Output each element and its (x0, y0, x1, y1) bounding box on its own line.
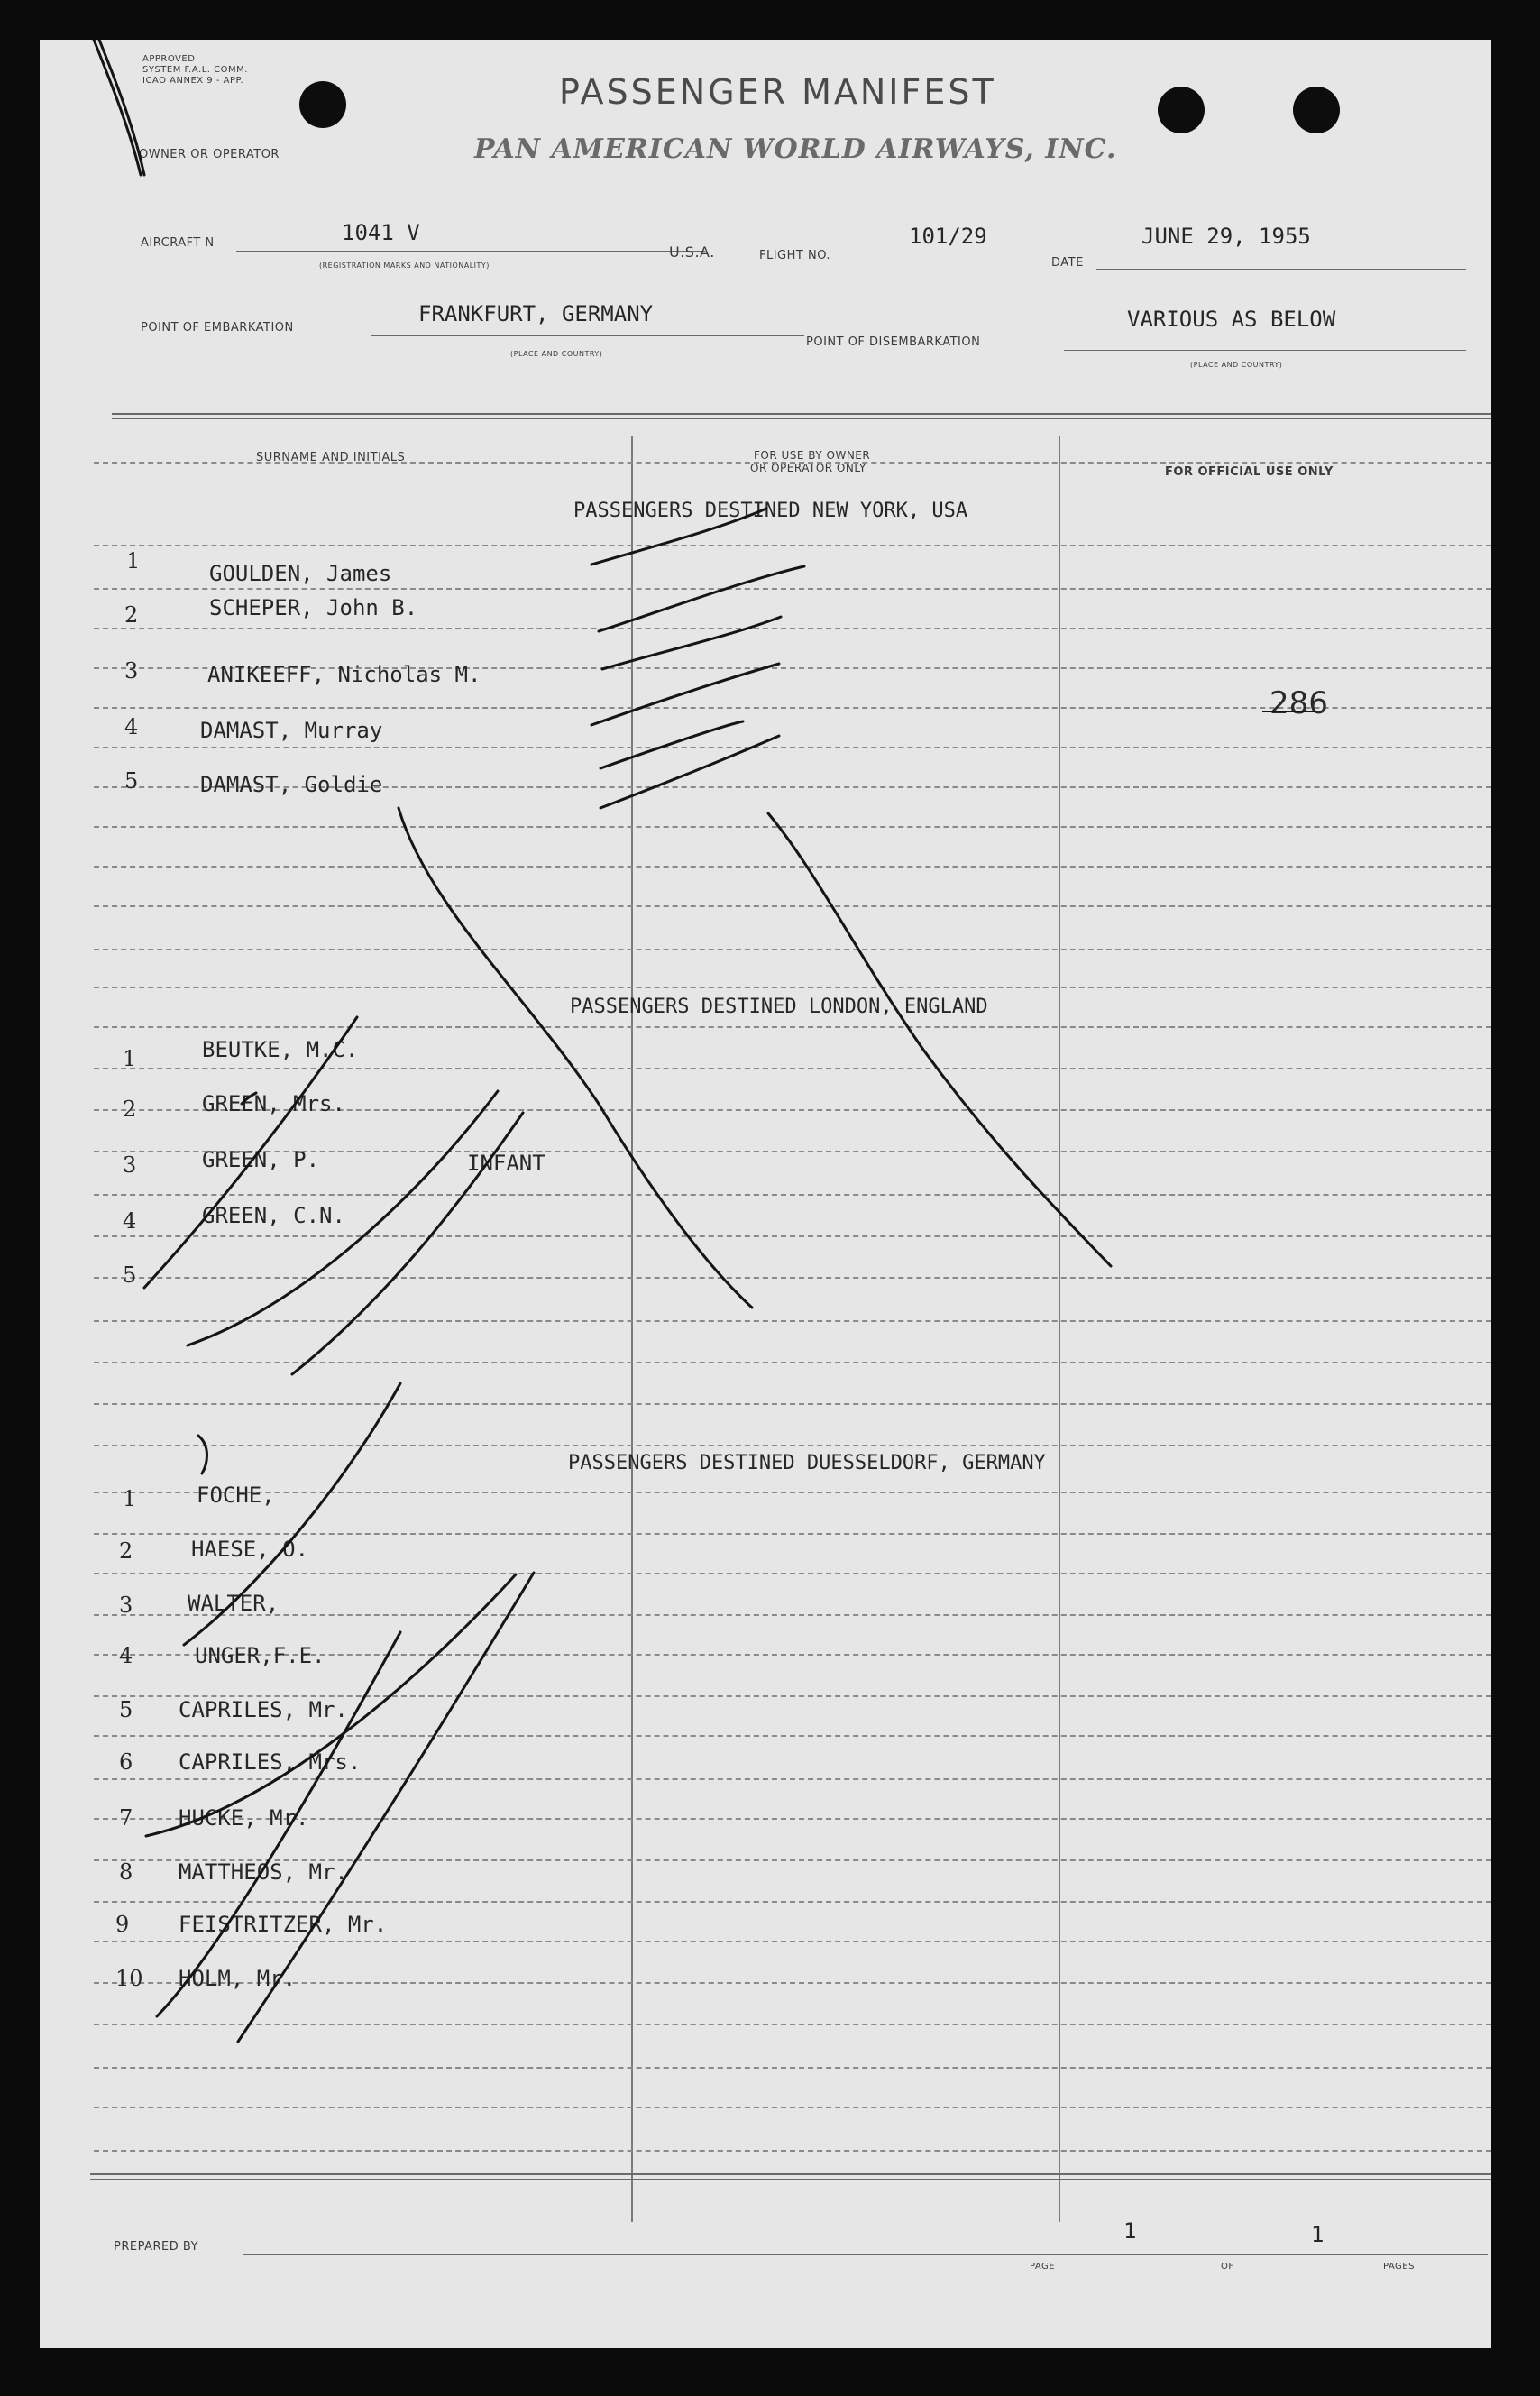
pen-stroke (242, 1093, 256, 1104)
pen-stroke (144, 1017, 357, 1288)
prepared-by-label: PREPARED BY (114, 2240, 199, 2254)
pen-stroke (184, 1383, 400, 1645)
aircraft-label: AIRCRAFT N (141, 236, 215, 250)
page-title: PASSENGER MANIFEST (559, 72, 996, 112)
pen-stroke (292, 1113, 523, 1374)
official-number: 286 (1270, 685, 1328, 721)
pen-stroke (768, 813, 1111, 1266)
pen-stroke (188, 1091, 498, 1345)
approved-line: ICAO ANNEX 9 - APP. (142, 76, 244, 86)
column-header-owner: FOR USE BY OWNER (754, 449, 871, 462)
page-total: 1 (1311, 2222, 1325, 2247)
passenger-note: INFANT (467, 1151, 545, 1176)
pen-strokes (40, 40, 1491, 2348)
group-heading: PASSENGERS DESTINED DUESSELDORF, GERMANY (568, 1452, 1046, 1474)
row-number: 8 (119, 1859, 133, 1885)
passenger-name: CAPRILES, Mrs. (179, 1749, 362, 1775)
passenger-name: GREEN, C.N. (202, 1203, 345, 1228)
passenger-name: GREEN, P. (202, 1147, 320, 1172)
pen-stroke (238, 1573, 534, 2042)
page-label: PAGE (1030, 2262, 1056, 2272)
row-number: 5 (124, 768, 139, 794)
owner-operator-label: OWNER OR OPERATOR (139, 148, 280, 161)
disembarkation-value: VARIOUS AS BELOW (1127, 307, 1336, 332)
passenger-name: UNGER,F.E. (195, 1643, 325, 1668)
row-number: 5 (119, 1697, 133, 1722)
row-number: 5 (123, 1262, 137, 1288)
row-number: 4 (119, 1643, 133, 1668)
pen-stroke (399, 808, 752, 1308)
carrier-name: PAN AMERICAN WORLD AIRWAYS, INC. (474, 133, 1117, 165)
passenger-name: FEISTRITZER, Mr. (179, 1912, 388, 1937)
row-number: 4 (123, 1208, 137, 1234)
passenger-name: FOCHE, (197, 1483, 275, 1508)
passenger-name: HUCKE, Mr. (179, 1805, 309, 1831)
aircraft-value: 1041 V (342, 220, 420, 245)
row-number: 3 (123, 1152, 137, 1178)
pen-stroke (157, 1632, 400, 2016)
row-number: 7 (119, 1805, 133, 1831)
pen-stroke (602, 617, 781, 669)
passenger-name: MATTHEOS, Mr. (179, 1859, 348, 1885)
row-number: 1 (123, 1486, 137, 1511)
of-label: OF (1221, 2262, 1234, 2272)
column-header-official: FOR OFFICIAL USE ONLY (1165, 465, 1334, 479)
usa-label: U.S.A. (669, 243, 715, 261)
approved-line: APPROVED (142, 54, 196, 64)
passenger-name: ANIKEEFF, Nicholas M. (207, 662, 481, 687)
passenger-name: GREEN, Mrs. (202, 1091, 345, 1116)
pen-stroke (591, 664, 779, 725)
manifest-sheet (40, 40, 1491, 2348)
column-header-owner: OR OPERATOR ONLY (750, 462, 866, 474)
aircraft-note: (REGISTRATION MARKS AND NATIONALITY) (319, 262, 490, 270)
passenger-name: GOULDEN, James (209, 561, 392, 586)
passenger-name: DAMAST, Goldie (200, 772, 383, 797)
row-number: 2 (123, 1097, 137, 1122)
passenger-name: HOLM, Mr. (179, 1966, 297, 1991)
passenger-name: BEUTKE, M.C. (202, 1037, 359, 1062)
row-number: 2 (119, 1538, 133, 1564)
date-value: JUNE 29, 1955 (1141, 224, 1311, 249)
flight-value: 101/29 (909, 224, 987, 249)
pen-stroke (99, 40, 144, 175)
disembarkation-note: (PLACE AND COUNTRY) (1190, 361, 1283, 369)
passenger-name: HAESE, O. (191, 1537, 309, 1562)
pen-stroke (591, 509, 766, 565)
embarkation-note: (PLACE AND COUNTRY) (510, 350, 603, 358)
pages-label: PAGES (1383, 2262, 1415, 2272)
row-number: 9 (115, 1912, 130, 1937)
pen-stroke (94, 40, 141, 175)
pen-stroke (146, 1574, 516, 1836)
column-header-surname: SURNAME AND INITIALS (256, 451, 406, 464)
group-heading: PASSENGERS DESTINED LONDON, ENGLAND (570, 996, 988, 1018)
pen-stroke (600, 736, 779, 808)
passenger-name: DAMAST, Murray (200, 718, 383, 743)
row-number: 2 (124, 602, 139, 628)
row-number: 3 (119, 1593, 133, 1618)
row-number: 1 (126, 548, 141, 574)
passenger-name: SCHEPER, John B. (209, 595, 418, 620)
approved-line: SYSTEM F.A.L. COMM. (142, 65, 248, 75)
page-number: 1 (1123, 2218, 1137, 2244)
passenger-name: WALTER, (188, 1591, 280, 1616)
row-number: 10 (115, 1966, 143, 1991)
group-heading: PASSENGERS DESTINED NEW YORK, USA (573, 500, 968, 522)
embarkation-value: FRANKFURT, GERMANY (418, 301, 654, 326)
embarkation-label: POINT OF EMBARKATION (141, 321, 294, 335)
pen-stroke (599, 566, 804, 631)
passenger-name: CAPRILES, Mr. (179, 1697, 348, 1722)
row-number: 4 (124, 714, 139, 739)
row-number: 3 (124, 658, 139, 684)
disembarkation-label: POINT OF DISEMBARKATION (806, 335, 981, 349)
flight-label: FLIGHT NO. (759, 249, 831, 262)
date-label: DATE (1051, 256, 1084, 270)
pen-stroke (198, 1436, 207, 1473)
row-number: 6 (119, 1749, 133, 1775)
row-number: 1 (123, 1046, 137, 1071)
